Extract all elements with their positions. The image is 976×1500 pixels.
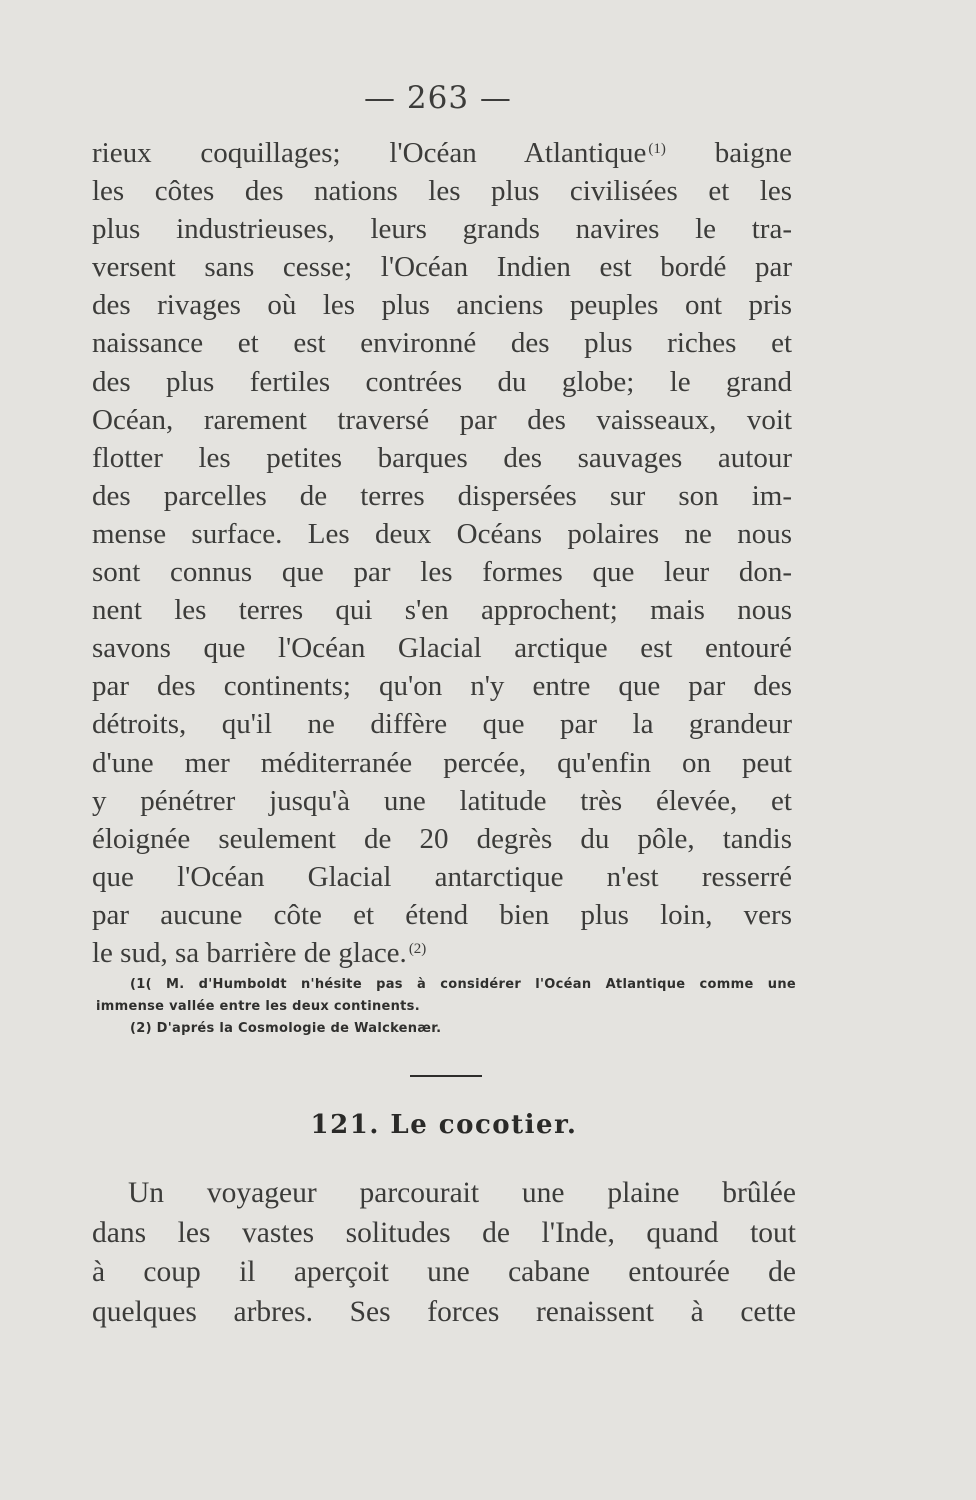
page-number: — 263 —: [364, 80, 512, 116]
footnote-ref-1[interactable]: (1): [648, 141, 666, 157]
text-line: par des continents; qu'on n'y entre que par des: [92, 670, 792, 703]
text-line: savons que l'Océan Glacial arctique est entouré: [92, 632, 792, 665]
text-line: sont connus que par les formes que leur don-: [92, 556, 792, 589]
text-line: les côtes des nations les plus civilisées et les: [92, 175, 792, 208]
footnote-1-line-1: (1( M. d'Humboldt n'hésite pas à considérer l'Océan Atlantique comme une: [130, 977, 796, 992]
text-line: nent les terres qui s'en approchent; mais nous: [92, 594, 792, 627]
text-line-content: le sud, sa barrière de glace.: [92, 936, 407, 969]
text-line: des parcelles de terres dispersées sur son im-: [92, 479, 792, 512]
text-line: versent sans cesse; l'Océan Indien est bordé par: [92, 251, 792, 284]
text-line: d'une mer méditerranée percée, qu'enfin on peut: [92, 746, 792, 779]
text-line: naissance et est environné des plus riches et: [92, 327, 792, 360]
text-line: que l'Océan Glacial antarctique n'est resserré: [92, 860, 792, 893]
text-line: dans les vastes solitudes de l'Inde, quand tout: [92, 1216, 796, 1249]
text-line: détroits, qu'il ne diffère que par la grandeur: [92, 708, 792, 741]
text-line: à coup il aperçoit une cabane entourée de: [92, 1256, 796, 1288]
section-heading: 121. Le cocotier.: [310, 1110, 578, 1140]
text-line: éloignée seulement de 20 degrès du pôle, tandis: [92, 822, 792, 855]
text-line: par aucune côte et étend bien plus loin, vers: [92, 898, 792, 931]
text-line-content: rieux coquillages; l'Océan Atlantique: [92, 137, 647, 169]
text-line: des rivages où les plus anciens peuples ont pris: [92, 289, 792, 322]
text-line: Un voyageur parcourait une plaine brûlée: [128, 1177, 796, 1209]
text-line: des plus fertiles contrées du globe; le grand: [92, 365, 792, 398]
text-line: Océan, rarement traversé par des vaisseaux, voit: [92, 403, 792, 436]
text-line: quelques arbres. Ses forces renaissent à cette: [92, 1295, 796, 1328]
text-line: mense surface. Les deux Océans polaires ne nous: [92, 517, 792, 550]
paragraph-oceans: [92, 134, 792, 972]
text-line-tail: baigne: [714, 137, 792, 169]
footnote-2: (2) D'aprés la Cosmologie de Walckenær.: [130, 1021, 442, 1036]
paragraph-cocotier: [92, 1174, 796, 1332]
text-line: y pénétrer jusqu'à une latitude très élevée, et: [92, 784, 792, 817]
text-line: [92, 934, 792, 972]
footnotes: [96, 974, 796, 1040]
footnote-ref-2[interactable]: (2): [408, 940, 427, 957]
footnote-1-line-2: immense vallée entre les deux continents.: [96, 999, 420, 1014]
text-line: flotter les petites barques des sauvages autour: [92, 441, 792, 474]
text-line: plus industrieuses, leurs grands navires le tra-: [92, 213, 792, 246]
section-divider: [410, 1075, 482, 1077]
text-line: [92, 134, 792, 172]
